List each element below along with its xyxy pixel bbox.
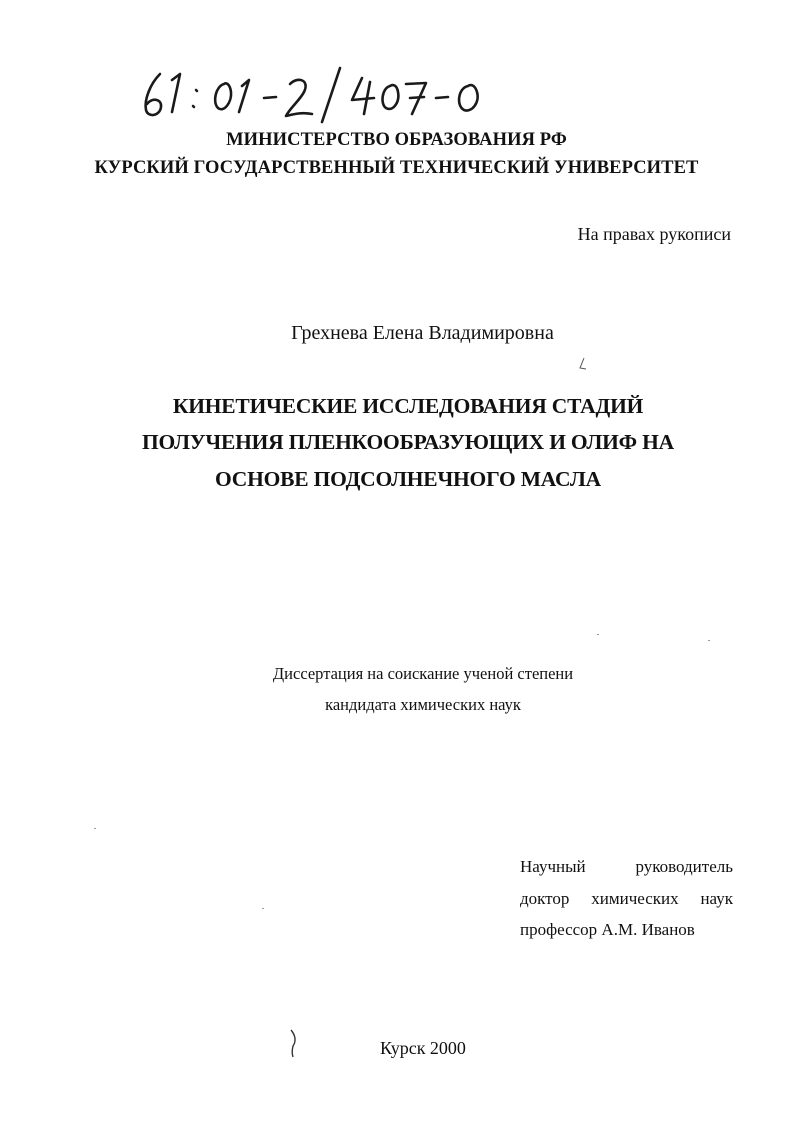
thesis-title-line: КИНЕТИЧЕСКИЕ ИССЛЕДОВАНИЯ СТАДИЙ — [172, 394, 644, 418]
scan-speck — [262, 908, 264, 909]
supervisor-word: химических — [591, 889, 679, 908]
scan-speck — [597, 634, 599, 635]
scan-speck — [94, 828, 96, 829]
supervisor-word: руководитель — [635, 857, 733, 876]
ministry-heading: МИНИСТЕРСТВО ОБРАЗОВАНИЯ РФ — [226, 130, 567, 150]
supervisor-line — [520, 889, 733, 909]
manuscript-rights-note: На правах рукописи — [577, 224, 731, 244]
degree-statement-line: кандидата химических наук — [325, 695, 521, 714]
supervisor-word: доктор — [520, 889, 570, 908]
scan-speck — [708, 640, 710, 641]
supervisor-line: профессор А.М. Иванов — [520, 920, 695, 939]
university-heading: КУРСКИЙ ГОСУДАРСТВЕННЫЙ ТЕХНИЧЕСКИЙ УНИВЕРСИТЕТ — [94, 158, 699, 178]
pen-mark — [575, 356, 589, 372]
supervisor-word: наук — [700, 889, 733, 908]
author-name: Грехнева Елена Владимировна — [291, 322, 554, 344]
handwritten-inventory-number — [138, 66, 498, 124]
thesis-title-line: ОСНОВЕ ПОДСОЛНЕЧНОГО МАСЛА — [215, 467, 601, 491]
degree-statement-line: Диссертация на соискание ученой степени — [272, 664, 574, 683]
supervisor-line — [520, 857, 733, 877]
thesis-title-line: ПОЛУЧЕНИЯ ПЛЕНКООБРАЗУЮЩИХ И ОЛИФ НА — [142, 430, 674, 454]
city-and-year: Курск 2000 — [380, 1038, 466, 1058]
supervisor-word: Научный — [520, 857, 586, 876]
